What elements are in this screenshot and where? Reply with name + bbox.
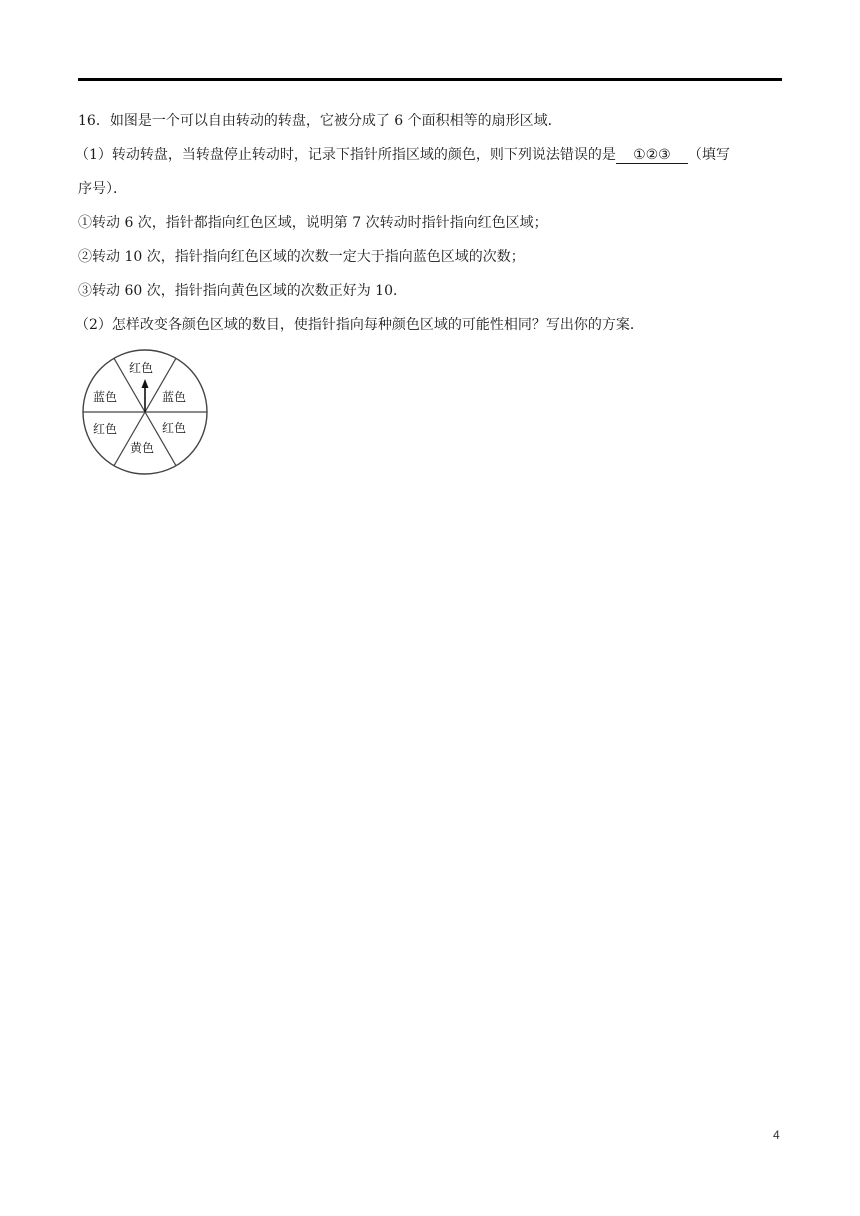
sector-label-lower-right: 红色 [162,421,187,435]
statement-1: ①转动 6 次，指针都指向红色区域，说明第 7 次转动时指针指向红色区域； [78,215,548,231]
sector-label-bottom: 黄色 [130,441,155,455]
part1-fill-hint: （填写 [687,147,730,163]
part1-continuation: 序号）． [78,181,127,197]
statement-2: ②转动 10 次，指针指向红色区域的次数一定大于指向蓝色区域的次数； [78,249,525,265]
sector-label-lower-left: 红色 [93,422,118,436]
part1-prompt [75,138,782,172]
sector-label-top: 红色 [129,361,154,375]
spinner-svg [78,348,212,478]
question-16 [75,104,782,342]
page-number: 4 [773,1128,780,1142]
question-intro: 16．如图是一个可以自由转动的转盘，它被分成了 6 个面积相等的扇形区域． [78,113,562,129]
spinner-figure [78,348,212,478]
header-rule [78,78,782,81]
part1-text: （1）转动转盘，当转盘停止转动时，记录下指针所指区域的颜色，则下列说法错误的是 [75,147,616,163]
statement-3: ③转动 60 次，指针指向黄色区域的次数正好为 10． [78,283,407,299]
sector-label-upper-left: 蓝色 [93,390,118,404]
answer-blank: ①②③ [616,147,688,164]
part2-prompt: （2）怎样改变各颜色区域的数目，使指针指向每种颜色区域的可能性相同？写出你的方案． [75,317,644,333]
sector-label-upper-right: 蓝色 [162,390,187,404]
